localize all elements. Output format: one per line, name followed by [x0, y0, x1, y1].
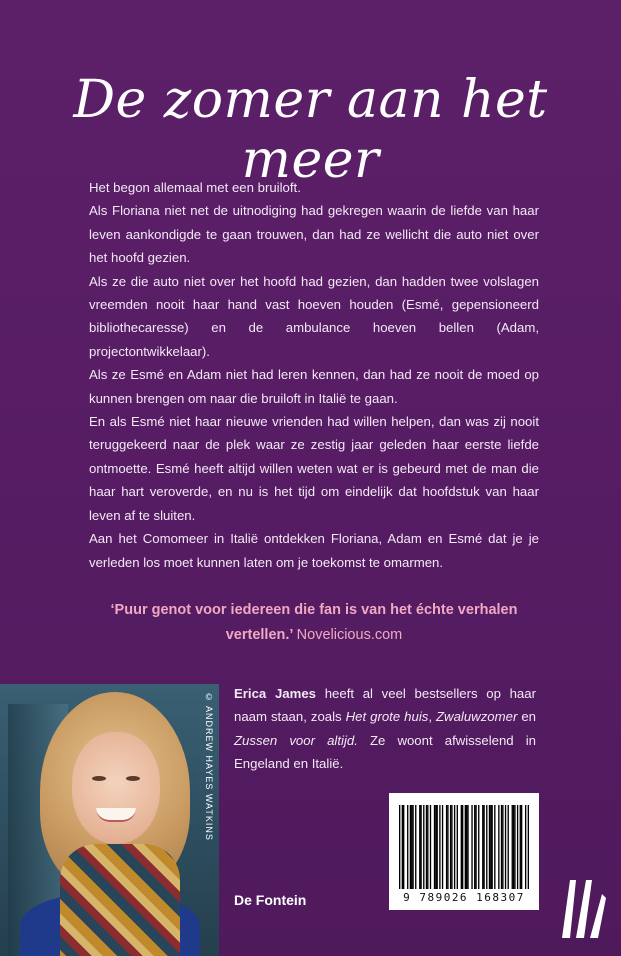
quote-text: ‘Puur genot voor iedereen die fan is van het échte verhalen vertellen.’: [110, 602, 518, 643]
barcode: [389, 793, 539, 910]
barcode-bars: [399, 805, 529, 889]
blurb-paragraph: Als Floriana niet net de uitnodiging had gekregen waarin de liefde van haar leven aankondigde te gaan trouwen, dan had ze wellicht die auto niet over het hoofd gezien.: [89, 203, 539, 266]
quote-source: Novelicious.com: [296, 627, 403, 643]
isbn-number: 9 789026 168307: [403, 891, 525, 904]
bio-separator: en: [517, 709, 536, 725]
photo-credit: © ANDREW HAYES WATKINS: [204, 692, 214, 841]
review-quote: [89, 598, 539, 648]
author-photo: [0, 684, 219, 956]
publisher-name: De Fontein: [234, 892, 307, 908]
book-title-1: Het grote huis: [345, 709, 429, 725]
blurb-paragraph: Aan het Comomeer in Italië ontdekken Floriana, Adam en Esmé dat je je verleden los moet kunnen laten om je toekomst te omarmen.: [89, 531, 539, 570]
author-bio: [234, 682, 536, 776]
publisher-logo-icon: [556, 870, 612, 942]
bio-separator: ,: [428, 709, 436, 725]
book-title-2: Zwaluwzomer: [436, 709, 518, 725]
author-name: Erica James: [234, 686, 317, 701]
blurb-paragraph: Als ze die auto niet over het hoofd had gezien, dan hadden twee volslagen vreemden nooit haar hand vast hoeven houden (Esmé, gepensioneerd bibliothecaresse) en de ambulance hoeven bellen (Adam, projectontwikkelaar).: [89, 273, 539, 359]
blurb-paragraph: Als ze Esmé en Adam niet had leren kennen, dan had ze nooit de moed op kunnen brengen om naar die bruiloft in Italië te gaan.: [89, 367, 539, 406]
book-title-3: Zussen voor altijd.: [234, 732, 358, 748]
bio-text: heeft al veel bestsellers op haar naam staan, zoals: [234, 686, 536, 725]
blurb-paragraph: Het begon allemaal met een bruiloft.: [89, 180, 301, 195]
book-title: De zomer aan het meer: [73, 70, 548, 190]
blurb: [89, 176, 539, 574]
blurb-paragraph: En als Esmé niet haar nieuwe vrienden had willen helpen, dan was zij nooit teruggekeerd naar de plek waar ze zestig jaar geleden haar eerste liefde ontmoette. Esmé heeft altijd willen weten wat er is gebeurd met de man die haar hart veroverde, en nu is het tijd om eindelijk dat hoofdstuk van haar leven af te sluiten.: [89, 414, 539, 523]
bio-text: Ze woont afwisselend in Engeland en Italië.: [234, 732, 536, 772]
